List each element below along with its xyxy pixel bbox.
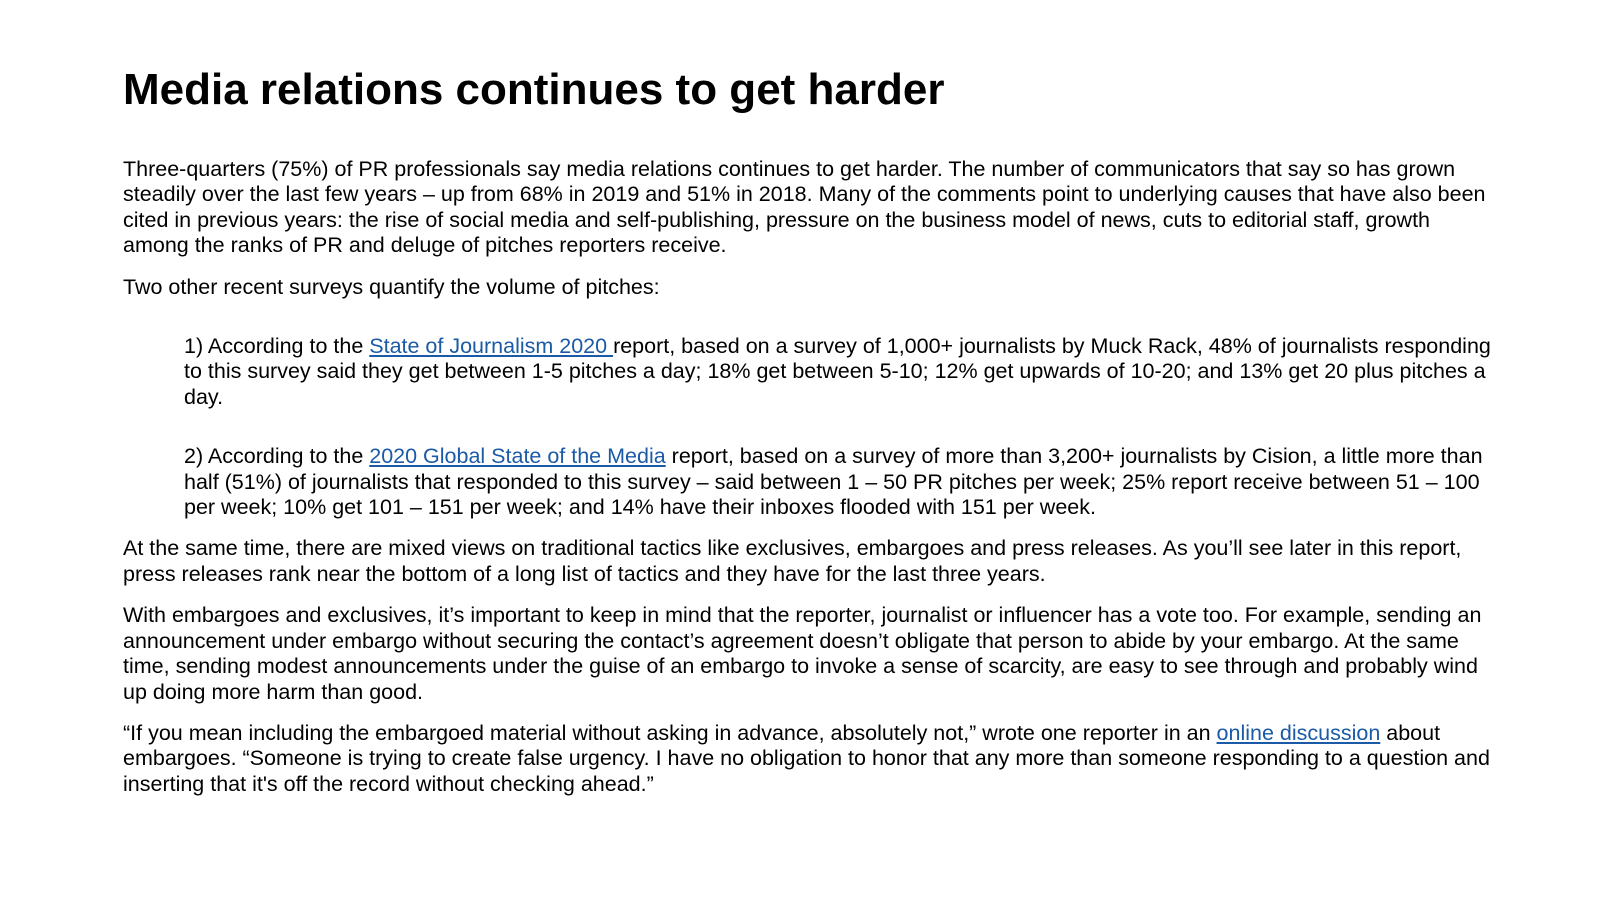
online-discussion-link[interactable]: online discussion	[1216, 720, 1381, 745]
paragraph-quote	[123, 721, 1493, 797]
quote-text: about embargoes. “Someone is trying to create false urgency. I have no obligation to honor that any more than someone responding to a question and inserting that it's off the record without checking ahead.”	[123, 720, 1490, 796]
quote-prefix: “If you mean including the embargoed material without asking in advance, absolutely not,” wrote one reporter in an	[123, 720, 1217, 745]
survey-item-2-text: report, based on a survey of more than 3,200+ journalists by Cision, a little more than half (51%) of journalists that responded to this survey – said between 1 – 50 PR pitches per week; 25% report receive between 51 – 100 per week; 10% get 101 – 151 per week; and 14% have their inboxes flooded with 151 per week.	[184, 444, 1483, 520]
slide-title: Media relations continues to get harder	[123, 65, 945, 114]
survey-item-1-prefix: 1) According to the	[184, 334, 370, 359]
paragraph-tactics: At the same time, there are mixed views on traditional tactics like exclusives, embargoes and press releases. As you’ll see later in this report, press releases rank near the bottom of a long list of tactics and they have for the last three years.	[123, 536, 1462, 586]
survey-item-2-prefix: 2) According to the	[184, 444, 370, 469]
survey-item-1	[184, 334, 1493, 410]
paragraph-surveys-lead-in: Two other recent surveys quantify the volume of pitches:	[123, 274, 660, 299]
state-of-journalism-2020-link[interactable]: State of Journalism 2020	[369, 334, 614, 359]
survey-item-1-text: report, based on a survey of 1,000+ journalists by Muck Rack, 48% of journalists responding to this survey said they get between 1-5 pitches a day; 18% get between 5-10; 12% get upwards of 10-20; and 13% get 20 plus pitches a day.	[184, 334, 1491, 409]
slide-body	[123, 157, 1493, 813]
paragraph-embargoes: With embargoes and exclusives, it’s important to keep in mind that the reporter, journalist or influencer has a vote too. For example, sending an announcement under embargo without securing the contact’s agreement doesn’t obligate that person to abide by your embargo. At the same time, sending modest announcements under the guise of an embargo to invoke a sense of scarcity, are easy to see through and probably wind up doing more harm than good.	[123, 603, 1482, 704]
survey-item-2	[184, 444, 1493, 520]
paragraph-intro: Three-quarters (75%) of PR professionals say media relations continues to get harder. The number of communicators that say so has grown steadily over the last few years – up from 68% in 2019 and 51% in 2018. Many of the comments point to underlying causes that have also been cited in previous years: the rise of social media and self-publishing, pressure on the business model of news, cuts to editorial staff, growth among the ranks of PR and deluge of pitches reporters receive.	[123, 157, 1486, 258]
global-state-of-media-link[interactable]: 2020 Global State of the Media	[369, 444, 666, 469]
